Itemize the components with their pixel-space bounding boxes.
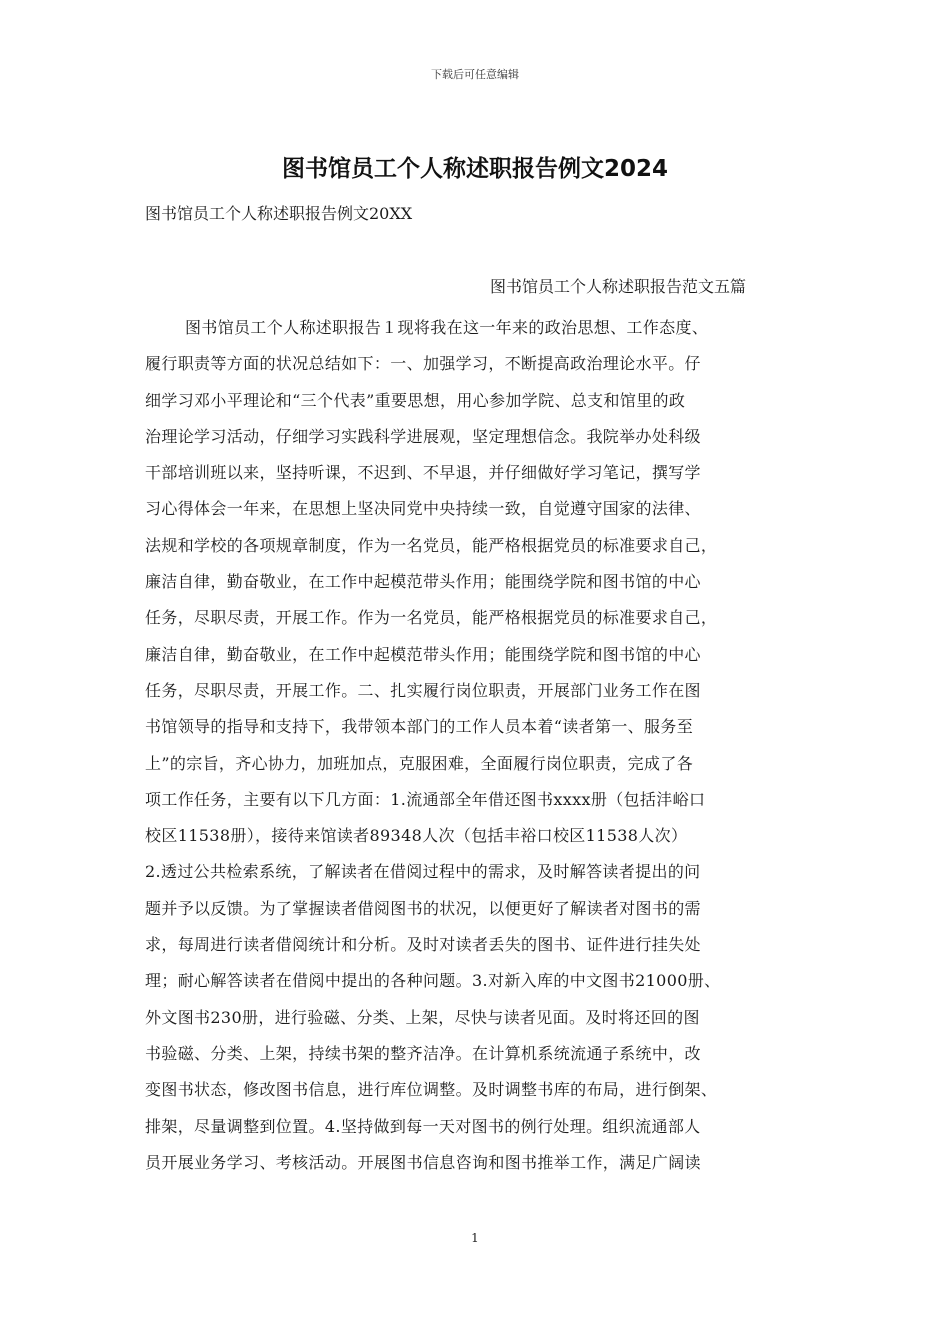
body-line: 任务，尽职尽责，开展工作。作为一名党员，能严格根据党员的标准要求自己， (145, 608, 718, 628)
body-line: 排架，尽量调整到位置。4.坚持做到每一天对图书的例行处理。组织流通部人 (145, 1116, 701, 1136)
section-heading: 图书馆员工个人称述职报告范文五篇 (490, 277, 747, 296)
body-line: 廉洁自律，勤奋敬业，在工作中起模范带头作用；能围绕学院和图书馆的中心 (145, 644, 701, 664)
body-line: 图书馆员工个人称述职报告１现将我在这一年来的政治思想、工作态度、 (185, 318, 709, 337)
page-header-note: 下载后可任意编辑 (431, 68, 519, 81)
document-title: 图书馆员工个人称述职报告例文2024 (281, 156, 668, 182)
body-line: 上”的宗旨，齐心协力，加班加点，克服困难，全面履行岗位职责，完成了各 (145, 753, 694, 773)
body-line: 法规和学校的各项规章制度，作为一名党员，能严格根据党员的标准要求自己， (145, 535, 718, 555)
body-line: 治理论学习活动，仔细学习实践科学进展观，坚定理想信念。我院举办处科级 (145, 426, 701, 446)
body-line: 履行职责等方面的状况总结如下：一、加强学习，不断提高政治理论水平。仔 (145, 354, 701, 374)
body-line: 项工作任务，主要有以下几方面：1.流通部全年借还图书xxxx册（包括沣峪口 (145, 789, 706, 809)
body-line: 外文图书230册，进行验磁、分类、上架，尽快与读者见面。及时将还回的图 (145, 1007, 700, 1027)
body-line: 理；耐心解答读者在借阅中提出的各种问题。3.对新入库的中文图书21000册、 (145, 971, 721, 991)
body-line: 书验磁、分类、上架，持续书架的整齐洁净。在计算机系统流通子系统中，改 (145, 1043, 701, 1063)
body-line: 员开展业务学习、考核活动。开展图书信息咨询和图书推举工作，满足广阔读 (145, 1152, 701, 1172)
body-line: 校区11538册），接待来馆读者89348人次（包括丰裕口校区11538人次） (145, 826, 688, 846)
body-line: 书馆领导的指导和支持下，我带领本部门的工作人员本着“读者第一、服务至 (145, 717, 694, 737)
body-line: 任务，尽职尽责，开展工作。二、扎实履行岗位职责，开展部门业务工作在图 (145, 680, 701, 700)
body-line: 2.透过公共检索系统，了解读者在借阅过程中的需求，及时解答读者提出的问 (145, 862, 701, 882)
body-text (145, 310, 805, 1181)
body-line: 细学习邓小平理论和“三个代表”重要思想，用心参加学院、总支和馆里的政 (145, 390, 686, 410)
page-number: 1 (471, 1231, 479, 1245)
body-line: 习心得体会一年来，在思想上坚决同党中央持续一致，自觉遵守国家的法律、 (145, 499, 701, 519)
body-line: 求，每周进行读者借阅统计和分析。及时对读者丢失的图书、证件进行挂失处 (145, 935, 701, 955)
body-line: 题并予以反馈。为了掌握读者借阅图书的状况，以便更好了解读者对图书的需 (145, 898, 701, 918)
document-subtitle: 图书馆员工个人称述职报告例文20XX (145, 204, 413, 223)
body-line: 干部培训班以来，坚持听课，不迟到、不早退，并仔细做好学习笔记，撰写学 (145, 463, 701, 483)
body-line: 变图书状态，修改图书信息，进行库位调整。及时调整书库的布局，进行倒架、 (145, 1080, 718, 1100)
body-line: 廉洁自律，勤奋敬业，在工作中起模范带头作用；能围绕学院和图书馆的中心 (145, 572, 701, 592)
